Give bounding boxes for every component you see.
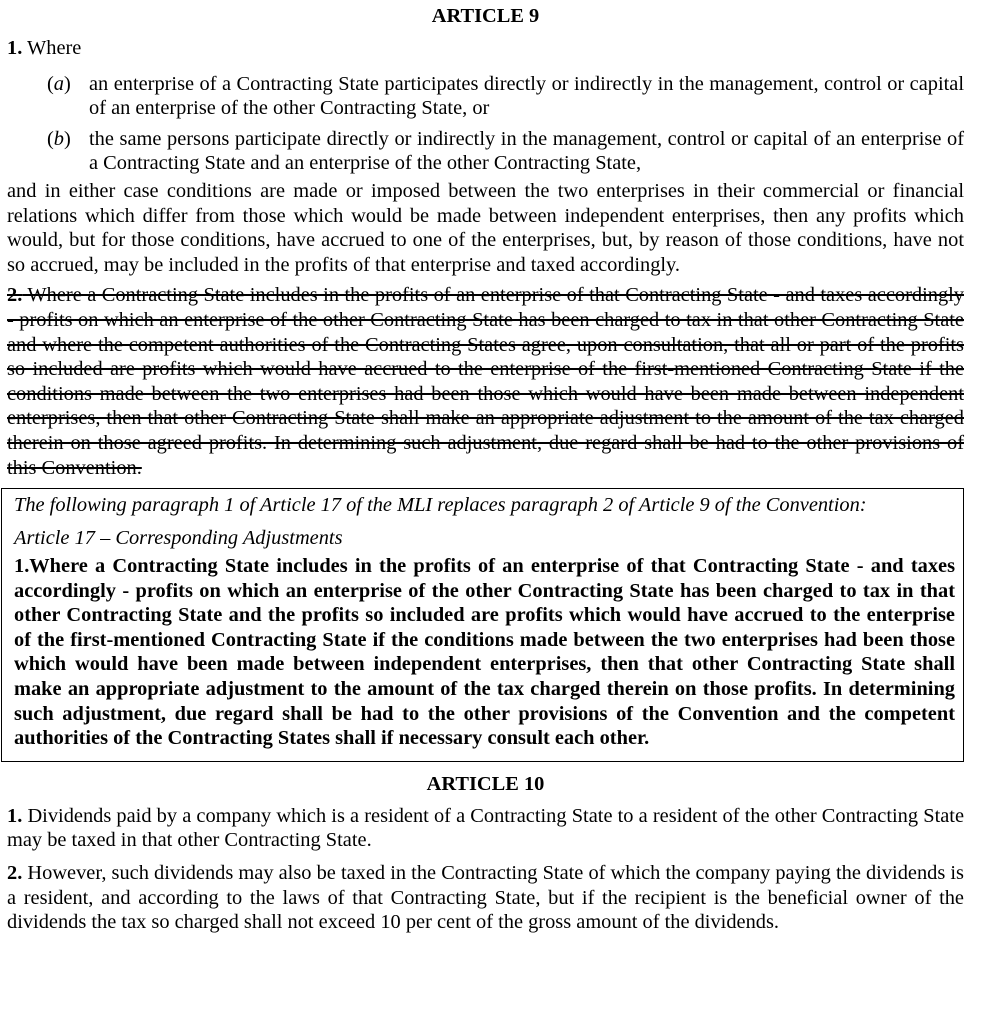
paragraph-number: 1. <box>7 37 23 59</box>
item-text: the same persons participate directly or indirectly in the management, control or capital of an enterprise of a Contracting State and an enterprise of the other Contracting State, <box>89 127 964 175</box>
mli-article-title: Article 17 – Corresponding Adjustments <box>14 527 343 550</box>
article-9-paragraph-1-conclusion: and in either case conditions are made or imposed between the two enterprises in their commercial or financial relations which differ from those which would be made between independent enterprises, then any profits which would, but for those conditions, have accrued to one of the enterprises, but, by reason of those conditions, have not so accrued, may be included in the profits of that enterprise and taxed accordingly. <box>7 179 964 276</box>
article-9-paragraph-1-intro <box>7 36 964 61</box>
paragraph-number: 2. <box>7 284 23 307</box>
paragraph-text: However, such dividends may also be taxed in the Contracting State of which the company paying the dividends is a resident, and according to the laws of that Contracting State, but if the recipient is the beneficial owner of the dividends the tax so charged shall not exceed 10 per cent of the gross amount of the dividends. <box>7 862 964 934</box>
paragraph-text: Where <box>22 37 82 59</box>
paragraph-text: Dividends paid by a company which is a resident of a Contracting State to a resident of the other Contracting State may be taxed in that other Contracting State. <box>7 804 964 852</box>
article-9-heading: ARTICLE 9 <box>431 5 540 27</box>
item-label: (b) <box>47 127 71 150</box>
document-page <box>7 4 964 935</box>
mli-intro: The following paragraph 1 of Article 17 of the MLI replaces paragraph 2 of Article 9 of the Convention: <box>14 494 867 517</box>
mli-replacement-box <box>1 488 964 762</box>
article-10-paragraph-1 <box>7 804 964 853</box>
paragraph-text: Where a Contracting State includes in the profits of an enterprise of that Contracting State - and taxes accordingly - profits on which an enterprise of the other Contracting State has been charged to tax in that other Contracting State and where the competent authorities of the Contracting States agree, upon consultation, that all or part of the profits so included are profits which would have accrued to the enterprise of the first-mentioned Contracting State if the conditions made between the two enterprises had been those which would have been made between independent enterprises, then that other Contracting State shall make an appropriate adjustment to the amount of the tax charged therein on those agreed profits. In determining such adjustment, due regard shall be had to the other provisions of this Convention. <box>7 284 964 479</box>
paragraph-number: 1. <box>7 804 23 827</box>
paragraph-number: 2. <box>7 862 23 885</box>
item-label: (a) <box>47 72 71 95</box>
article-9-paragraph-2-struck <box>7 283 964 480</box>
article-10-heading: ARTICLE 10 <box>426 772 545 795</box>
article-10-paragraph-2 <box>7 861 964 935</box>
list-item-b <box>47 127 964 176</box>
item-text: an enterprise of a Contracting State participates directly or indirectly in the management, control or capital of an enterprise of the other Contracting State, or <box>89 72 964 120</box>
list-item-a <box>47 72 964 121</box>
mli-paragraph-text: 1.Where a Contracting State includes in the profits of an enterprise of that Contracting State - and taxes accordingly - profits on which an enterprise of the other Contracting State has been charged to tax in that other Contracting State and the profits so included are profits which would have accrued to the enterprise of the first-mentioned Contracting State if the conditions made between the two enterprises had been those which would have been made between independent enterprises, then that other Contracting State shall make an appropriate adjustment to the amount of the tax charged therein on those profits. In determining such adjustment, due regard shall be had to the other provisions of the Convention and the competent authorities of the Contracting States shall if necessary consult each other. <box>14 555 955 750</box>
